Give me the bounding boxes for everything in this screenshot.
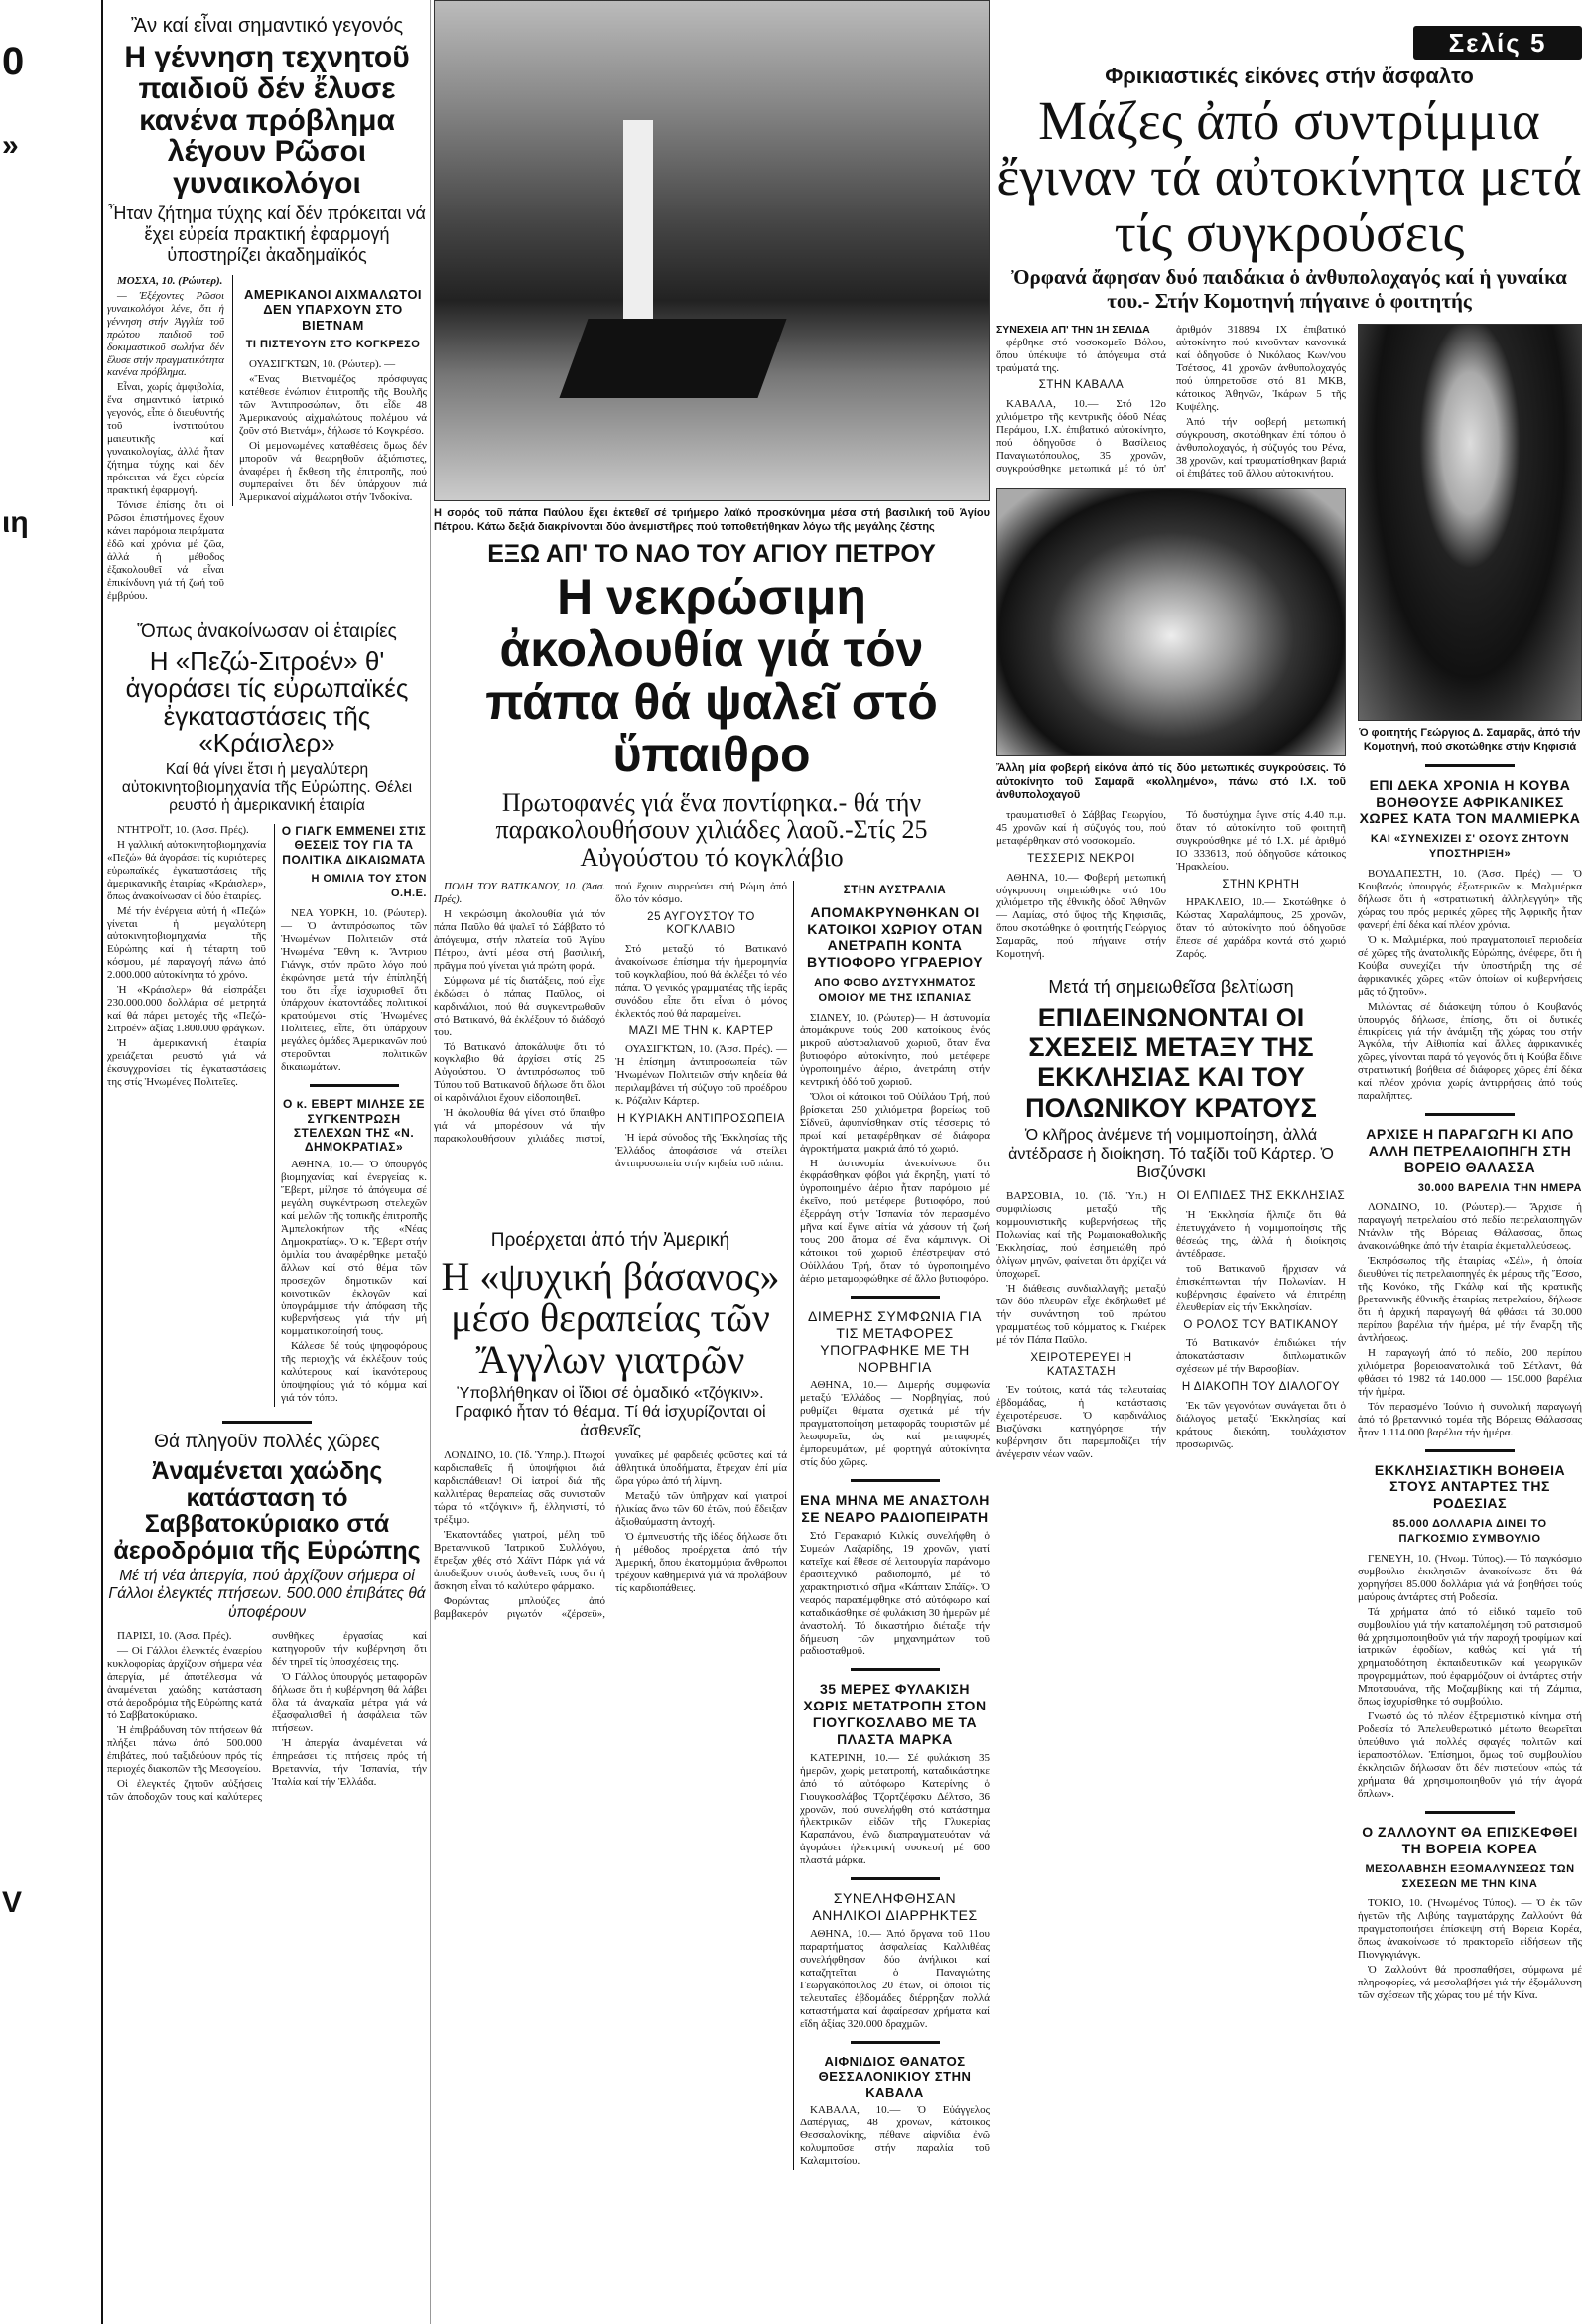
paragraph: ΗΡΑΚΛΕΙΟ, 10.— Σκοτώθηκε ὁ Κώστας Χαραλάμπους, 25 χρονῶν, ὅταν τό αὐτοκίνητο πού ὁδηγοῦσε ἔπεσε σέ χαράδρα κοντά στό χωριό Ζαρός. — [1176, 896, 1346, 961]
paragraph: Ἐκ τῶν γεγονότων συνάγεται ὅτι ὁ διάλογος μεταξύ Ἐκκλησίας καί κράτους διεκόπη, τουλάχιστον προσωρινῶς. — [1176, 1399, 1346, 1450]
article-poland-church — [996, 977, 1346, 1461]
paragraph: ΑΘΗΝΑ, 10.— Διμερής συμφωνία μεταξύ Ἑλλάδος — Νορβηγίας, πού ρυθμίζει θέματα σχετικά μέ τήν πραγματοποίηση μεταφορᾶς τουριστῶν μέ λεωφορεῖα, ὡς καί μεταφορές ἐμπορευμάτων, μέ φορτηγά αὐτοκίνητα στίς δύο χῶρες. — [800, 1379, 990, 1469]
divider — [222, 1421, 312, 1424]
headline: Η «ψυχική βάσανος» μέσο θεραπείας τῶν Ἄγγλων γιατρῶν — [441, 1254, 780, 1383]
paragraph: Ἡ ἐπιβράδυνση τῶν πτήσεων θά πλήξει πάνω ἀπό 500.000 ἐπιβάτες, πού ταξιδεύουν πρός τίς περιοχές διακοπῶν τῆς Μεσογείου. — [107, 1723, 262, 1775]
paragraph: Ἐν τούτοις, κατά τάς τελευταίας ἑβδομάδας, ἡ κατάστασις ἐχειροτέρευσε. Ὁ καρδινάλιος Βισζύνσκι κατηγόρησε τήν κυβέρνησιν ὅτι παρεμποδίζει τήν ἀνέγερσιν νέων ναῶν. — [996, 1384, 1166, 1461]
box-title: ΑΡΧΙΣΕ Η ΠΑΡΑΓΩΓΗ ΚΙ ΑΠΟ ΑΛΛΗ ΠΕΤΡΕΛΑΙΟΠΗΓΗ ΣΤΗ ΒΟΡΕΙΟ ΘΑΛΑΣΣΑ — [1366, 1126, 1574, 1175]
subhead: ΟΙ ΕΛΠΙΔΕΣ ΤΗΣ ΕΚΚΛΗΣΙΑΣ — [1176, 1190, 1346, 1203]
divider — [851, 1877, 940, 1880]
paragraph: ΒΟΥΔΑΠΕΣΤΗ, 10. (Ἀσσ. Πρές) — Ὁ Κουβανός ὑπουργός ἐξωτερικῶν κ. Μαλμιέρκα δήλωσε ὅτι ἡ «στρατιωτική ἀλληλεγγύη» τῆς χώρας του πρός μερικές χῶρες τῆς Ἀφρικῆς ἦταν φανερή ἐπί δέκα καί πλέον χρόνια. — [1358, 867, 1582, 931]
paragraph: Η παραγωγή ἀπό τό πεδίο, 200 περίπου χιλιόμετρα βορειοανατολικά τοῦ Σέτλαντ, θά φθάσει τό 1982 τά 140.000 — 150.000 βαρέλια τήν ἡμέρα. — [1358, 1346, 1582, 1398]
paragraph: ΒΑΡΣΟΒΙΑ, 10. (Ἰδ. Ὑπ.) Η συμφιλίωσις μεταξύ τῆς κομμουνιστικῆς κυβερνήσεως τῆς Πολωνίας καί τῆς Ρωμαιοκαθολικῆς Ἐκκλησίας, πού ἐσημειώθη πρό ὀλίγων μηνῶν, φαίνεται ὅτι ἀρχίζει νά ὑποχωρεῖ. — [996, 1190, 1166, 1281]
subhead: Η ΔΙΑΚΟΠΗ ΤΟΥ ΔΙΑΛΟΓΟΥ — [1181, 1381, 1341, 1394]
paragraph: Ὅλοι οἱ κάτοικοι τοῦ Οὐίλάου Τρή, πού βρίσκεται 250 χιλιόμετρα βορείως τοῦ Σίδνεϋ, ἀφυπνίσθηκαν στίς τέσσερις τό πρωί καί μεταφέρθηκαν σέ διάφορα ἀγροκτήματα, μακριά ἀπό τό χωριό. — [800, 1090, 990, 1155]
paragraph: φέρθηκε στό νοσοκομεῖο Βόλου, ὅπου ὑπέκυψε τό ἀπόγευμα στά τραύματά της. — [996, 336, 1166, 374]
kicker: Ὅπως ἀνακοίνωσαν οἱ ἑταιρίες — [137, 620, 397, 642]
headline: Η νεκρώσιμη ἀκολουθία γιά τόν πάπα θά ψαλεῖ στό ὕπαιθρο — [485, 569, 938, 782]
article-ivf — [107, 14, 427, 605]
box-kicker: ΣΤΗΝ ΑΥΣΤΡΑΛΙΑ — [843, 884, 947, 896]
paragraph: ΛΟΝΔΙΝΟ, 10. (Ρώυτερ).— Ἄρχισε ἡ παραγωγή πετρελαίου στό πεδίο πετρελαιοπηγῶν Ντάνλιν τῆς Βόρειας Θάλασσας, ὅπως ἀνακοινώθηκε ἀπό τήν ἑταιρία ἐκμεταλλεύσεως. — [1358, 1201, 1582, 1252]
dateline: ΠΟΛΗ ΤΟΥ ΒΑΤΙΚΑΝΟΥ, 10. (Ἀσσ. Πρές). — [434, 880, 605, 905]
subhead: ΣΤΗΝ ΚΑΒΑΛΑ — [1038, 379, 1125, 392]
paragraph: ΑΘΗΝΑ, 10.— Ὁ ὑπουργός βιομηχανίας καί ἐνεργείας κ. Ἔβερτ, μίλησε τό ἀπόγευμα σέ μεγάλη συγκέντρωση στελεχῶν καί μελῶν τῆς τοπικῆς ἐπιτροπῆς Ἀμπελοκήπων τῆς «Νέας Δημοκρατίας». Ὁ κ. Ἔβερτ στήν ὁμιλία του ἀναφέρθηκε μεταξύ ἄλλων καί στό θέμα τῶν προσεχῶν δημοτικῶν καί κοινοτικῶν ἐκλογῶν καί ὑπογράμμισε τήν ἀπόφαση τῆς κυβερνήσεως γιά τήν μή κομματικοποίησή τους. — [281, 1158, 427, 1338]
article-body — [281, 1159, 427, 1405]
headline: Ἀναμένεται χαώδης κατάσταση τό Σαββατοκύριακο στά ἀεροδρόμια τῆς Εὐρώπης — [113, 1457, 421, 1565]
paragraph: ΤΟΚΙΟ, 10. (Ἡνωμένος Τύπος). — Ὁ ἐκ τῶν ἡγετῶν τῆς Λιβύης ταγματάρχης Ζαλλούντ θά πραγματοποιήσει ἐπίσκεψη στή Βόρεια Κορέα, ὅπως ἀνακοίνωσε τό πρακτορεῖο εἰδήσεων τῆς Πιονγκγιάνγκ. — [1358, 1897, 1582, 1962]
paragraph: Στό Γερακαριό Κιλκίς συνελήφθη ὁ Συμεών Λαζαρίδης, 19 χρονῶν, γιατί κατεῖχε καί ἔθεσε σέ λειτουργία παράνομο ἐρασιτεχνικό ραδιοπομπό, μέ τό χαρακτηριστικό σῆμα «Κάπταιν Σπάϊς». Ὁ νεαρός παραπέμφθηκε στό αὐτόφωρο καί καταδικάσθηκε σέ φυλάκιση 30 ἡμερῶν μέ ἀναστολή. Τό δικαστήριο διέταξε τήν δήμευση τῶν μηχανημάτων τοῦ ραδιοσταθμοῦ. — [800, 1529, 990, 1658]
paragraph: Σύμφωνα μέ τίς διατάξεις, πού εἶχε ἐκδώσει ὁ πάπας Παῦλος, οἱ καρδινάλιοι, πού θά συγκεντρωθοῦν στό Βατικανό, θά ἐκλέξουν τό διάδοχό του. — [434, 974, 605, 1038]
page-number-badge — [1413, 26, 1582, 60]
box-title: ΑΜΕΡΙΚΑΝΟΙ ΑΙΧΜΑΛΩΤΟΙ ΔΕΝ ΥΠΑΡΧΟΥΝ ΣΤΟ ΒΙΕΤΝΑΜ — [243, 286, 423, 333]
box-subtitle: ΑΠΟ ΦΟΒΟ ΔΥΣΤΥΧΗΜΑΤΟΣ ΟΜΟΙΟΥ ΜΕ ΤΗΣ ΙΣΠΑΝΙΑΣ — [814, 977, 976, 1005]
box-title: ΕΠΙ ΔΕΚΑ ΧΡΟΝΙΑ Η ΚΟΥΒΑ ΒΟΗΘΟΥΣΕ ΑΦΡΙΚΑΝΙΚΕΣ ΧΩΡΕΣ ΚΑΤΑ ΤΟΝ ΜΑΛΜΙΕΡΚΑ — [1359, 776, 1581, 827]
paragraph: Ἡ ἱερά σύνοδος τῆς Ἐκκλησίας τῆς Ἑλλάδος ἀποφάσισε νά στείλει ἀντιπροσωπεία στήν κηδεία τοῦ πάπα. — [615, 1131, 787, 1169]
page-gutter-rule — [101, 0, 103, 2324]
column-rule — [430, 0, 431, 2324]
paragraph: Φορώντας μπλούζες ἀπό βαμβακερόν ριγωτόν «ζέρσεϋ», γυναῖκες μέ φαρδειές φοῦστες καί τά ἀθλητικά ὑποδήματα, ἔτρεχαν ἐπί μία ὥρα γύρω ἀπό τή λίμνη. — [434, 1449, 787, 1620]
subhead: ΜΑΖΙ ΜΕ ΤΗΝ κ. ΚΑΡΤΕΡ — [628, 1025, 774, 1037]
photo-pope-coffin — [434, 0, 990, 501]
paragraph: Ὁ κ. Μαλμιέρκα, πού πραγματοποιεῖ περιοδεία σέ χῶρες τῆς ἀνατολικῆς Εὐρώπης, ἀνέφερε, ὅτι ἡ Κούβα συνεχίζει τήν ὑποστήριξη της σέ ἀφρικανικές χῶρες «τῶν ὁποίων οἱ κυβερνήσεις μᾶς τό ζητοῦν». — [1358, 933, 1582, 998]
deck: Ἦταν ζήτημα τύχης καί δέν πρόκειται νά ἔχει εὐρεία πρακτική ἐφαρμογή ὑποστηρίζει ἀκαδημαϊκός — [108, 203, 426, 266]
paragraph: Στό μεταξύ τό Βατικανό ἀνακοίνωσε ἐπίσημα τήν ἡμερομηνία τοῦ κογκλαβίου, πού θά ἐκλέξει τό νέο πάπα. Ὁ γενικός γραμματέας τῆς ἱερᾶς συνόδου εἶπε ὅτι εἶναι ὁ μόνος ἐκλεκτός πού θά παραμείνει. — [615, 942, 787, 1020]
article-body — [1358, 1897, 1582, 2002]
subhead: 25 ΑΥΓΟΥΣΤΟΥ ΤΟ ΚΟΓΚΛΑΒΙΟ — [647, 910, 755, 937]
article-body — [800, 1012, 990, 1286]
box-subtitle: ΤΙ ΠΙΣΤΕΥΟΥΝ ΣΤΟ ΚΟΓΚΡΕΣΟ — [245, 339, 421, 351]
article-body — [107, 824, 266, 1091]
divider — [1425, 1113, 1515, 1116]
box-subtitle: ΚΑΙ «ΣΥΝΕΧΙΖΕΙ Σ' ΟΣΟΥΣ ΖΗΤΟΥΝ ΥΠΟΣΤΗΡΙΞΗ» — [1370, 833, 1570, 861]
deck: Ὑποβλήθηκαν οἱ ἴδιοι σέ ὁμαδικό «τζόγκιν». Γραφικό ἦταν τό θέαμα. Τί θά ἰσχυρίζονται οἱ ἀσθενεῖς — [455, 1385, 766, 1440]
box-title: ΕΚΚΛΗΣΙΑΣΤΙΚΗ ΒΟΗΘΕΙΑ ΣΤΟΥΣ ΑΝΤΑΡΤΕΣ ΤΗΣ ΡΟΔΕΣΙΑΣ — [1374, 1461, 1566, 1512]
article-body — [1358, 868, 1582, 1103]
paragraph: Οἱ μεμονωμένες καταθέσεις ὅμως δέν μποροῦν νά θεωρηθοῦν ἀξιόπιστες, ἀναφέρει ἡ ἔκθεση τῆς ἐπιτροπῆς, πού συμπεραίνει ὅτι δέν ὑπάρχουν πιά Ἀμερικανοί αἰχμάλωτοι στήν Ἰνδοκίνα. — [239, 439, 427, 503]
paragraph: Μεταξύ τῶν ὑπῆρχαν καί γιατροί ἡλικίας ἄνω τῶν 60 ἐτῶν, πού ἔδειξαν ἀξιοθαύμαστη ἀντοχή. — [615, 1489, 787, 1528]
article-peugeot — [107, 621, 427, 1407]
paragraph: Ἐκπρόσωπος τῆς ἑταιρίας «Σέλ», ἡ ὁποία διευθύνει τίς πετρελαιοπηγές ἐκ μέρους τῆς Ἔσσο, τῆς Κονόκο, τῆς Γκάλφ καί τῆς κρατικῆς βρεταννικῆς ἐθνικῆς ἑταιρίας πετρελαίου, δήλωσε ὅτι ἡ ἀρχική παραγωγή θά φθάσει τά 30.000 περίπου βαρέλια τήν ἡμέρα, μέ τήν ἔναρξη τῆς ἀντλήσεως. — [1358, 1254, 1582, 1344]
divider — [1425, 1811, 1515, 1814]
subhead: ΧΕΙΡΟΤΕΡΕΥΕΙ Η ΚΑΤΑΣΤΑΣΗ — [1030, 1352, 1132, 1378]
deck: Μέ τή νέα ἀπεργία, πού ἀρχίζουν σήμερα οἱ Γάλλοι ἐλεγκτές πτήσεων. 500.000 ἐπιβάτες θά ὑποφέρουν — [108, 1568, 426, 1621]
paragraph: Τό Βατικανό ἀποκάλυψε ὅτι τό κογκλάβιο θά ἀρχίσει στίς 25 Αὐγούστου. Ὁ ἀντιπρόσωπος τοῦ Τύπου τοῦ Βατικανοῦ δήλωσε ὅτι ὅλοι οἱ καρδινάλιοι ἔχουν εἰδοποιηθεῖ. — [434, 1040, 605, 1105]
paragraph: Μέ τήν ἐνέργεια αὐτή ἡ «Πεζώ» γίνεται ἡ μεγαλύτερη αὐτοκινητοβιομηχανία τῆς Εὐρώπης καί ἡ τέταρτη τοῦ κόσμου, μέ παραγωγή πάνω ἀπό 2.000.000 αὐτοκίνητα τό χρόνο. — [107, 904, 266, 982]
photo-caption: Η σορός τοῦ πάπα Παύλου ἔχει ἐκτεθεῖ σέ τριήμερο λαϊκό προσκύνημα μέσα στή βασιλική τοῦ Ἁγίου Πέτρου. Κάτω δεξιά διακρίνονται δύο ἀνεμιστῆρες πού τοποθετήθηκαν λόγω τῆς μεγάλης ζέστης — [434, 507, 990, 533]
box-pow-vietnam — [232, 275, 427, 506]
box-subtitle: 30.000 ΒΑΡΕΛΙΑ ΤΗΝ ΗΜΕΡΑ — [1417, 1181, 1582, 1194]
paragraph: Ἀπό τήν φοβερή μετωπική σύγκρουση, σκοτώθηκαν ἐπί τόπου ὁ ἀνθυπολοχαγός, ἡ σύζυγός του Ρένα, 38 χρονῶν, καί τραυματίσθηκαν βαριά οἱ ἐπιβάτες τοῦ ἄλλου αὐτοκινήτου. — [1176, 415, 1346, 479]
paragraph: Ἡ «Κράισλερ» θά εἰσπράξει 230.000.000 δολλάρια σέ μετρητά καί θά πάρει μετοχές τῆς «Πεζώ-Σιτροέν» ἀξίας 1.800.000 φράγκων. — [107, 984, 266, 1035]
fragment: ιη — [2, 506, 29, 539]
paragraph: Τό Βατικανόν ἐπιδιώκει τήν ἀποκατάστασιν διπλωματικῶν σχέσεων μέ τήν Βαρσοβίαν. — [1176, 1337, 1346, 1376]
divider — [1425, 1449, 1515, 1452]
divider — [851, 1479, 940, 1482]
article-body — [800, 1928, 990, 2031]
paragraph: Εἶναι, χωρίς ἀμφιβολία, ἕνα σημαντικό ἰατρικό γεγονός, εἶπε ὁ διευθυντής τοῦ ἰνστιτούτου μαιευτικῆς καί γυναικολογίας, ἀλλά ἦταν ζήτημα τύχης καί δέν πρόκειται νά ἔχει εὐρεία πρακτική ἐφαρμογή. — [107, 381, 224, 497]
paragraph: Ὁ Ζαλλούντ θά προσπαθήσει, σύμφωνα μέ πληροφορίες, νά μεσολαβήσει γιά τήν ἐξομάλυνση τῶν σχέσεων τῆς χώρας του μέ τήν Κίνα. — [1358, 1964, 1582, 2002]
kicker: ΕΞΩ ΑΠ' ΤΟ ΝΑΟ ΤΟΥ ΑΓΙΟΥ ΠΕΤΡΟΥ — [487, 539, 936, 568]
box-title: Ο ΓΙΑΓΚ ΕΜΜΕΝΕΙ ΣΤΙΣ ΘΕΣΕΙΣ ΤΟΥ ΓΙΑ ΤΑ ΠΟΛΙΤΙΚΑ ΔΙΚΑΙΩΜΑΤΑ — [281, 823, 427, 867]
paragraph: Ὁ ἐμπνευστής τῆς ἰδέας δήλωσε ὅτι ἡ μέθοδος προέρχεται ἀπό τήν Ἀμερική, ὅπου ἑκατομμύρια ἄνθρωποι τρέχουν καθημερινά γιά νά προλάβουν τίς καρδιοπάθειες. — [615, 1530, 787, 1594]
kicker: Ἂν καί εἶναι σημαντικό γεγονός — [130, 15, 404, 37]
divider — [851, 2041, 940, 2044]
fragment: 0 — [2, 40, 25, 83]
paragraph: Ἡ ἀπεργία ἀναμένεται νά ἐπηρεάσει τίς πτήσεις πρός τή Βρεταννία, τήν Ἱσπανία, τήν Ἰταλία καί τήν Ἑλλάδα. — [272, 1736, 427, 1788]
article-body — [107, 1630, 427, 1804]
box-subtitle: Η ΟΜΙΛΙΑ ΤΟΥ ΣΤΟΝ Ο.Η.Ε. — [311, 872, 427, 900]
paragraph: ΛΟΝΔΙΝΟ, 10. (Ἰδ. Ὑπηρ.). Πτωχοί καρδιοπαθεῖς ἤ ὑποψήφιοι διά καρδιοπάθειαν! Οἱ ἰατροί διά τῆς καλλιτέρας θεραπείας σᾶς συνιστοῦν τώρα τό «τζόγκιν» ἤ, ἑλληνιστί, τό τρέξιμο. — [434, 1449, 605, 1526]
article-body — [239, 358, 427, 504]
paragraph: «Ἕνας Βιετναμέζος πρόσφυγας κατέθεσε ἐνώπιον ἐπιτροπῆς τῆς Βουλῆς τῶν Ἀντιπροσώπων, ὅτι εἶδε 48 Ἀμερικανούς αἰχμαλώτους πολέμου νά ζοῦν στό Βιετνάμ», δήλωσε τό Κογκρέσο. — [239, 372, 427, 437]
headline: Μάζες ἀπό συντρίμμια ἔγιναν τά αὐτοκίνητα μετά τίς συγκρούσεις — [996, 90, 1582, 263]
paragraph: Ἑκατοντάδες γιατροί, μέλη τοῦ Βρεταννικοῦ Ἰατρικοῦ Συλλόγου, ἔτρεξαν χθές στό Χάϊντ Πάρκ γιά νά ἀποδείξουν στούς ἀσθενεῖς τους ὅτι ἡ ἄσκηση εἶναι τό καλύτερο φάρμακο. — [434, 1528, 605, 1592]
article-body — [1358, 1553, 1582, 1801]
dateline: ΝΤΗΤΡΟΪΤ, 10. (Ἀσσ. Πρές). — [117, 823, 249, 836]
fragment: » — [2, 129, 19, 162]
middle-briefs — [793, 881, 990, 2170]
paragraph: Κάλεσε δέ τούς ψηφοφόρους τῆς περιοχῆς νά ἐκλέξουν τούς καλύτερους καί ἱκανότερους ὑποψηφίους γιά τό κόμμα καί γιά τόν τόπο. — [281, 1340, 427, 1405]
paragraph: ΝΕΑ ΥΟΡΚΗ, 10. (Ρώυτερ). — Ὁ ἀντιπρόσωπος τῶν Ἡνωμένων Πολιτειῶν στά Ἡνωμένα Ἔθνη κ. Ἄντριου Γιάνγκ, στόν πρῶτο λόγο πού ἐκφώνησε μετά τήν ἐπίπληξή του ὅτι εἶχε ἰσχυρισθεῖ ὅτι ὑπάρχουν ἑκατοντάδες πολιτικοί κρατούμενοι στίς Ἡνωμένες Πολιτεῖες, εἶπε, ὅτι ὑπάρχουν μεγάλες ὁμάδες Ἀμερικανῶν πού στεροῦνται πολιτικῶν δικαιωμάτων. — [281, 906, 427, 1074]
adjacent-page-fragments — [0, 0, 95, 2324]
subhead: ΣΤΗΝ ΚΡΗΤΗ — [1222, 878, 1300, 890]
article-body — [107, 275, 224, 605]
box-title: ΕΝΑ ΜΗΝΑ ΜΕ ΑΝΑΣΤΟΛΗ ΣΕ ΝΕΑΡΟ ΡΑΔΙΟΠΕΙΡΑΤΗ — [800, 1492, 990, 1525]
paragraph: ΣΙΔΝΕΥ, 10. (Ρώυτερ)— Η ἀστυνομία ἀπομάκρυνε τούς 200 κατοίκους ἑνός μικροῦ αὐστραλιανοῦ χωριοῦ, ὅταν ἕνα βυτιοφόρο αὐτοκίνητο, πού μετέφερε ὑγροποιημένο ἀέριο, ἀνετράπη στήν κεντρική ὁδό τοῦ χωριοῦ. — [800, 1011, 990, 1088]
paragraph: ΑΘΗΝΑ, 10.— Ἀπό ὄργανα τοῦ 11ου παραρτήματος ἀσφαλείας Καλλιθέας συνελήφθησαν δύο ἀνήλικοι καί καταζητεῖται ὁ Παναγιώτης Γεωργακόπουλος 20 ἐτῶν, οἱ ὁποῖοι τίς τελευταῖες ἑβδομάδες διέρρηξαν πολλά καταστήματα καί ἀφαίρεσαν χρήματα καί εἴδη ἀξίας 320.000 δραχμῶν. — [800, 1927, 990, 2030]
paragraph: Μιλώντας σέ διάσκεψη τύπου ὁ Κουβανός ὑπουργός δήλωσε, ἐπίσης, ὅτι οἱ δυτικές ἐπικρίσεις γιά τήν ἀνάμιξη τῆς χώρας του στήν Ἀγκόλα, τήν Αἰθιοπία καί ἄλλες ἀφρικανικές χῶρες, γίνονται παρά τό γεγονός ὅτι ἡ Κούβα ἔδινε στρατιωτική βοήθεια σέ διάφορες χῶρες ἐπί δέκα καί πλέον χρόνια χωρίς ἀντιρρήσεις ἀπό τούς παραλῆπτες. — [1358, 1000, 1582, 1103]
paragraph: Ἡ ἀκολουθία θά γίνει στό ὕπαιθρο γιά νά μπορέσουν νά τήν παρακολουθήσουν χιλιάδες πιστοί, πού ἔχουν συρρεύσει στή Ρώμη ἀπό ὅλο τόν κόσμο. — [434, 880, 787, 1146]
left-column — [107, 0, 427, 1803]
paragraph: ΚΑΤΕΡΙΝΗ, 10.— Σέ φυλάκιση 35 ἡμερῶν, χωρίς μετατροπή, καταδικάστηκε ἀπό τό αὐτόφωρο Κατερίνης ὁ Γιουγκοσλάβος Τζορτζέφσκυ Δέλτσο, 36 χρονῶν, πού συνελήφθη στό κατάστημα ἠλεκτρικῶν εἰδῶν τῆς Γλυκερίας Καραπάνου, ἐνῶ διαπραγματευόταν νά ἀγοράσει ἠλεκτρική συσκευή μέ 600 πλαστά μάρκα. — [800, 1751, 990, 1867]
paragraph: Τόνισε ἐπίσης ὅτι οἱ Ρῶσοι ἐπιστήμονες ἔχουν κάνει παρόμοια πειράματα ἐδῶ καί χρόνια μέ ζῶα, ἀλλά ἡ μέθοδος ἐξακολουθεῖ νά εἶναι ἐπικίνδυνη γιά τή ζωή τοῦ ἐμβρύου. — [107, 499, 224, 602]
article-body — [800, 1752, 990, 1868]
box-title: ΑΙΦΝΙΔΙΟΣ ΘΑΝΑΤΟΣ ΘΕΣΣΑΛΟΝΙΚΙΟΥ ΣΤΗΝ ΚΑΒΑΛΑ — [818, 2053, 972, 2100]
page-number: Σελίς 5 — [1448, 28, 1547, 58]
paragraph: — Οἱ Γάλλοι ἐλεγκτές ἐναερίου κυκλοφορίας ἀρχίζουν σήμερα νέα ἀπεργία, μέ ἀποτέλεσμα νά ἀναμένεται χαώδης κατάσταση στά ἀεροδρόμια τῆς Εὐρώπης κατά τό Σαββατοκύριακο. — [107, 1644, 262, 1721]
kicker: Φρικιαστικές εἰκόνες στήν ἄσφαλτο — [1105, 64, 1474, 88]
paragraph: Τόν περασμένο Ἰούνιο ἡ συνολική παραγωγή ἀπό τό βρεταννικό τομέα τῆς Βόρειας Θάλασσας ἦταν 1.114.000 βαρέλια τήν ἡμέρα. — [1358, 1400, 1582, 1438]
box-title: ΔΙΜΕΡΗΣ ΣΥΜΦΩΝΙΑ ΓΙΑ ΤΙΣ ΜΕΤΑΦΟΡΕΣ ΥΠΟΓΡΑΦΗΚΕ ΜΕ ΤΗ ΝΟΡΒΗΓΙΑ — [808, 1308, 982, 1375]
paragraph: ΓΕΝΕΥΗ, 10. (Ἡνωμ. Τύπος).— Τό παγκόσμιο συμβούλιο ἐκκλησιῶν ἀνακοίνωσε ὅτι θά χορηγήσει 85.000 δολλάρια γιά νά βοηθήσει τούς μαύρους ἀντάρτες στή Ροδεσία. — [1358, 1552, 1582, 1603]
article-car-crash — [996, 26, 1582, 324]
candle-shape — [623, 120, 653, 319]
article-body — [434, 1449, 787, 1621]
article-body — [996, 809, 1346, 963]
article-body — [800, 2104, 990, 2168]
box-title: Ο κ. ΕΒΕΡΤ ΜΙΛΗΣΕ ΣΕ ΣΥΓΚΕΝΤΡΩΣΗ ΣΤΕΛΕΧΩΝ ΤΗΣ «Ν. ΔΗΜΟΚΡΑΤΙΑΣ» — [282, 1097, 426, 1155]
divider — [1425, 764, 1515, 767]
paragraph: Ἡ διάθεσις συνδιαλλαγῆς μεταξύ τῶν δύο πλευρῶν εἶχε ἐκδηλωθεῖ μέ τήν συνάντηση τοῦ πρώτου γραμματέως τοῦ κόμματος κ. Γκιέρεκ μέ τόν Πάπα Παῦλο. — [996, 1283, 1166, 1347]
dateline: ΟΥΑΣΙΓΚΤΩΝ, 10. (Ρώυτερ). — — [249, 357, 396, 370]
article-airports — [107, 1432, 427, 1803]
box-title: ΣΥΝΕΛΗΦΘΗΣΑΝ ΑΝΗΛΙΚΟΙ ΔΙΑΡΡΗΚΤΕΣ — [812, 1890, 978, 1924]
paragraph: τραυματισθεῖ ὁ Σάββας Γεωργίου, 45 χρονῶν καί ἡ σύζυγός του, πού μεταφέρθηκαν στό νοσοκομεῖο. — [996, 809, 1166, 848]
right-column-briefs — [1354, 324, 1582, 2004]
headline: Η «Πεζώ-Σιτροέν» θ' ἀγοράσει τίς εὐρωπαϊκές ἐγκαταστάσεις τῆς «Κράισλερ» — [125, 645, 409, 758]
paragraph: Τά χρήματα ἀπό τό εἰδικό ταμεῖο τοῦ συμβουλίου γιά τήν καταπολέμηση τοῦ ρατσισμοῦ θά χρησιμοποιηθοῦν γιά τήν παροχή τροφίμων καί ἰατρικῶν ἐφοδίων, καθώς καί γιά τή χρηματοδότηση ἐκπαιδευτικῶν καί γεωργικῶν προγραμμάτων, πού ἐφαρμόζουν οἱ ἀντάρτες στήν Μποτσουάνα, τῆς Μοζαμβίκης καί τή Ζάμπια, ὅπως ἰσχυρίσθηκε τό συμβούλιο. — [1358, 1605, 1582, 1709]
paragraph: — Ἐξέχοντες Ρῶσοι γυναικολόγοι λένε, ὅτι ἡ γέννηση στήν Ἀγγλία τοῦ πρώτου παιδιοῦ τοῦ δοκιμαστικοῦ σωλήνα δέν ἔλυσε στήν πραγματικότητα κανένα πρόβλημα. — [107, 289, 224, 379]
deck: Πρωτοφανές γιά ἕνα ποντίφηκα.- θά τήν παρακολουθήσουν χιλιάδες λαοῦ.-Στίς 25 Αὐγούστου τό κογκλάβιο — [495, 788, 928, 872]
paragraph: Η νεκρώσιμη ἀκολουθία γιά τόν πάπα Παῦλο θά ψαλεῖ τό Σάββατο τό ἀπόγευμα, στήν πλατεία τοῦ Ἁγίου Πέτρου, ἀντί μέσα στή βασιλική, πρᾶγμα πού γίνεται γιά πρώτη φορά. — [434, 907, 605, 972]
fragment: V — [2, 1886, 23, 1919]
continued-label: ΣΥΝΕΧΕΙΑ ΑΠ' ΤΗΝ 1Η ΣΕΛΙΔΑ — [996, 324, 1150, 337]
subhead: ΤΕΣΣΕΡΙΣ ΝΕΚΡΟΙ — [1027, 852, 1135, 865]
paragraph: ΑΘΗΝΑ, 10.— Φοβερή μετωπική σύγκρουση σημειώθηκε στό 10ο χιλιόμετρο τῆς ἐθνικῆς ὁδοῦ Ἀθηνῶν — Λαμίας, στό ὕψος τῆς Κηφισιᾶς, ὅπου σκοτώθηκε ὁ φοιτητής Γεώργιος Σαμαρᾶς, πού πήγαινε στήν Κομοτηνή. — [996, 871, 1166, 961]
article-body — [281, 907, 427, 1075]
subhead: Η ΚΥΡΙΑΚΗ ΑΝΤΙΠΡΟΣΩΠΕΙΑ — [616, 1113, 786, 1126]
dateline: ΠΑΡΙΣΙ, 10. (Ἀσσ. Πρές). — [117, 1629, 232, 1642]
article-pope — [434, 0, 990, 881]
article-body — [996, 1190, 1346, 1461]
deck: Ὀρφανά ἄφησαν δυό παιδάκια ὁ ἀνθυπολοχαγός καί ἡ γυναίκα του.- Στήν Κομοτηνή πήγαινε ὁ φοιτητής — [1011, 264, 1567, 314]
paragraph: Γνωστό ὡς τό πλέον ἐξτρεμιστικό κίνημα στή Ροδεσία τό Ἀπελευθερωτικό μέτωπο θεωρεῖται ὑπεύθυνο γιά πολλές σφαγές πολιτῶν καί ἱεραποστόλων. Ἐπίσημοι, ὅμως τοῦ συμβουλίου ἐκκλησιῶν δήλωσαν ὅτι δέν πιστεύουν «πώς τά χρήματα θά χρησιμοποιηθοῦν γιά τήν ἀγορά ὅπλων». — [1358, 1710, 1582, 1801]
box-young-un — [274, 824, 427, 1408]
box-subtitle: ΜΕΣΟΛΑΒΗΣΗ ΕΞΟΜΑΛΥΝΣΕΩΣ ΤΩΝ ΣΧΕΣΕΩΝ ΜΕ ΤΗΝ ΚΙΝΑ — [1365, 1862, 1575, 1891]
box-subtitle: 85.000 ΔΟΛΛΑΡΙΑ ΔΙΝΕΙ ΤΟ ΠΑΓΚΟΣΜΙΟ ΣΥΜΒΟΥΛΙΟ — [1392, 1517, 1547, 1546]
paragraph: Ἡ Ἐκκλησία ἤλπιζε ὅτι θά ἐπετυγχάνετο ἡ νομιμοποίησις τῆς θέσεώς της, ἀλλά ἡ διοίκησις ἀντέδρασε. — [1176, 1209, 1346, 1260]
coffin-shape — [559, 319, 786, 398]
divider — [851, 1668, 940, 1671]
article-body — [800, 1530, 990, 1659]
paragraph: ΚΑΒΑΛΑ, 10.— Στό 12ο χιλιόμετρο τῆς κεντρικῆς ὁδοῦ Νέας Περάμου, Ι.Χ. ἐπιβατικό αὐτοκίνητο, πού ὁδηγοῦσε ὁ Βασίλειος Παναγιωτόπουλος, 35 χρονῶν, συγκρούσθηκε μετωπικά μέ τό ὑπ' ἀριθμόν 318894 ΙΧ ἐπιβατικό αὐτοκίνητο πού κινοῦνταν κανονικά καί ὁδηγοῦσε ὁ Νικόλαος Κων/νου Τσέτσος, 41 χρονῶν ἀνθυπολοχαγός πού ὑπηρετοῦσε στό 81 ΜΚΒ, κάτοικος Ἀθηνῶν, Ἰκάρων 5 τῆς Κυψέλης. — [996, 324, 1346, 475]
middle-column — [434, 0, 990, 2170]
paragraph: ΚΑΒΑΛΑ, 10.— Ὁ Εὐάγγελος Δαπέργιας, 48 χρονῶν, κάτοικος Θεσσαλονίκης, πέθανε αἰφνίδια ἐνῶ κολυμποῦσε στήν παραλία τοῦ Καλαμιτσίου. — [800, 2104, 990, 2168]
divider — [310, 1084, 399, 1087]
article-body — [996, 324, 1346, 480]
article-body — [800, 1379, 990, 1469]
box-title: ΑΠΟΜΑΚΡΥΝΘΗΚΑΝ ΟΙ ΚΑΤΟΙΚΟΙ ΧΩΡΙΟΥ ΟΤΑΝ ΑΝΕΤΡΑΠΗ ΚΟΝΤΑ ΒΥΤΙΟΦΟΡΟ ΥΓΡΑΕΡΙΟΥ — [806, 903, 984, 971]
paragraph: Τό δυστύχημα ἔγινε στίς 4.40 π.μ. ὅταν τό αὐτοκίνητο τοῦ φοιτητῆ συγκρούσθηκε μέ τό Ι.Χ. μέ ἀριθμό ΙΟ 333613, πού ὁδηγοῦσε κάτοικος Ἡρακλείου. — [1176, 809, 1346, 873]
deck: Καί θά γίνει ἔτσι ἡ μεγαλύτερη αὐτοκινητοβιομηχανία τῆς Εὐρώπης. Θέλει ρευστό ἡ ἀμερικανική ἑταιρία — [121, 760, 413, 815]
box-title: Ο ΖΑΛΛΟΥΝΤ ΘΑ ΕΠΙΣΚΕΦΘΕΙ ΤΗ ΒΟΡΕΙΑ ΚΟΡΕΑ — [1362, 1824, 1578, 1856]
photo-caption: Ἄλλη μία φοβερή εἰκόνα ἀπό τίς δύο μετωπικές συγκρούσεις. Τό αὐτοκίνητο τοῦ Σαμαρᾶ «κολλημένο», πάνω στό Ι.Χ. τοῦ ἀνθυπολοχαγοῦ — [996, 761, 1346, 802]
photo-wrecked-cars — [996, 488, 1346, 756]
box-title: 35 ΜΕΡΕΣ ΦΥΛΑΚΙΣΗ ΧΩΡΙΣ ΜΕΤΑΤΡΟΠΗ ΣΤΟΝ ΓΙΟΥΓΚΟΣΛΑΒΟ ΜΕ ΤΑ ΠΛΑΣΤΑ ΜΑΡΚΑ — [803, 1681, 987, 1747]
kicker: Προέρχεται ἀπό τήν Ἀμερική — [490, 1229, 730, 1251]
article-body — [1358, 1201, 1582, 1438]
deck: Ὁ κλῆρος ἀνέμενε τή νομιμοποίηση, ἀλλά ἀντέδρασε ἡ διοίκηση. Τό ταξίδι τοῦ Κάρτερ. Ὁ Βισζύνσκι — [1008, 1126, 1334, 1181]
headline: ΕΠΙΔΕΙΝΩΝΟΝΤΑΙ ΟΙ ΣΧΕΣΕΙΣ ΜΕΤΑΞΥ ΤΗΣ ΕΚΚΛΗΣΙΑΣ ΚΑΙ ΤΟΥ ΠΟΛΩΝΙΚΟΥ ΚΡΑΤΟΥΣ — [1025, 1002, 1317, 1123]
paragraph: Η ἀστυνομία ἀνεκοίνωσε ὅτι ἐκφράσθηκαν φόβοι γιά ἔκρηξη, γιατί τό ὑγροποιημένο ἀέριο ἦταν παρόμοιο μέ ἐκεῖνο, πού μετέφερε βυτιοφόρο, πού ἐξερράγη στήν Ἱσπανία τόν περασμένο μῆνα καί ἔγινε αἰτία νά χάσουν τή ζωή τους 200 ἄτομα σέ ἕνα κάμπινγκ. Οἱ κάτοικοι τοῦ χωριοῦ ἐπέστρεψαν στό Οὐίλλάου Τρή, ὅταν τό ὑγροποιημένο ἀέριο μεταμορφώθηκε σέ ἄλλο βυτιοφόρο. — [800, 1157, 990, 1286]
paragraph: Ἡ ἀμερικανική ἑταιρία χρειάζεται ρευστό γιά νά ἐκσυγχρονίσει τίς ἐγκαταστάσεις της στίς Ἡνωμένες Πολιτεῖες. — [107, 1037, 266, 1089]
photo-student-portrait — [1358, 324, 1582, 721]
kicker: Θά πληγοῦν πολλές χῶρες — [154, 1432, 380, 1453]
paragraph: τοῦ Βατικανοῦ ἤρχισαν νά ἐπισκέπτωνται τήν Πολωνίαν. Η κυβέρνησις ἐφαίνετο νά ἐπιτρέπῃ ἐλευθερίαν εἰς τήν Ἐκκλησίαν. — [1176, 1262, 1346, 1313]
kicker: Μετά τή σημειωθεῖσα βελτίωση — [1048, 977, 1294, 998]
dateline: ΜΟΣΧΑ, 10. (Ρώυτερ). — [117, 274, 223, 287]
article-body — [434, 881, 787, 1170]
right-area — [996, 0, 1582, 2004]
headline: Η γέννηση τεχνητοῦ παιδιοῦ δέν ἔλυσε κανένα πρόβλημα λέγουν Ρῶσοι γυναικολόγοι — [124, 41, 410, 201]
article-psychic-torment — [434, 1230, 787, 1621]
paragraph: Η γαλλική αὐτοκινητοβιομηχανία «Πεζώ» θά ἀγοράσει τίς κυριότερες εὐρωπαϊκές ἐγκαταστάσεις τῆς ἀμερικανικῆς ἑταιρίας «Κράισλερ», ὅπως ἀνακοίνωσαν οἱ δύο ἑταιρίες. — [107, 838, 266, 902]
paragraph: Οἱ ἐλεγκτές ζητοῦν αὐξήσεις τῶν ἀποδοχῶν τους καί καλύτερες συνθῆκες ἐργασίας καί κατηγοροῦν τήν κυβέρνηση ὅτι δέν τηρεῖ τίς ὑποσχέσεις της. — [107, 1629, 427, 1803]
paragraph: Ὁ Γάλλος ὑπουργός μεταφορῶν δήλωσε ὅτι ἡ κυβέρνηση θά λάβει ὅλα τά ἀναγκαῖα μέτρα γιά νά ἐξασφαλισθεῖ ἡ ἀσφάλεια τῶν πτήσεων. — [272, 1670, 427, 1734]
paragraph: ΟΥΑΣΙΓΚΤΩΝ, 10. (Ἀσσ. Πρές). — Ἡ ἐπίσημη ἀντιπροσωπεία τῶν Ἡνωμένων Πολιτειῶν στήν κηδεία θά περιλαμβάνει τή σύζυγο τοῦ προέδρου κ. Ρόζαλιν Κάρτερ. — [615, 1043, 787, 1108]
photo-caption: Ὁ φοιτητής Γεώργιος Δ. Σαμαρᾶς, ἀπό τήν Κομοτηνή, πού σκοτώθηκε στήν Κηφισιά — [1359, 727, 1581, 752]
subhead: Ο ΡΟΛΟΣ ΤΟΥ ΒΑΤΙΚΑΝΟΥ — [1183, 1318, 1339, 1331]
divider — [851, 1296, 940, 1299]
